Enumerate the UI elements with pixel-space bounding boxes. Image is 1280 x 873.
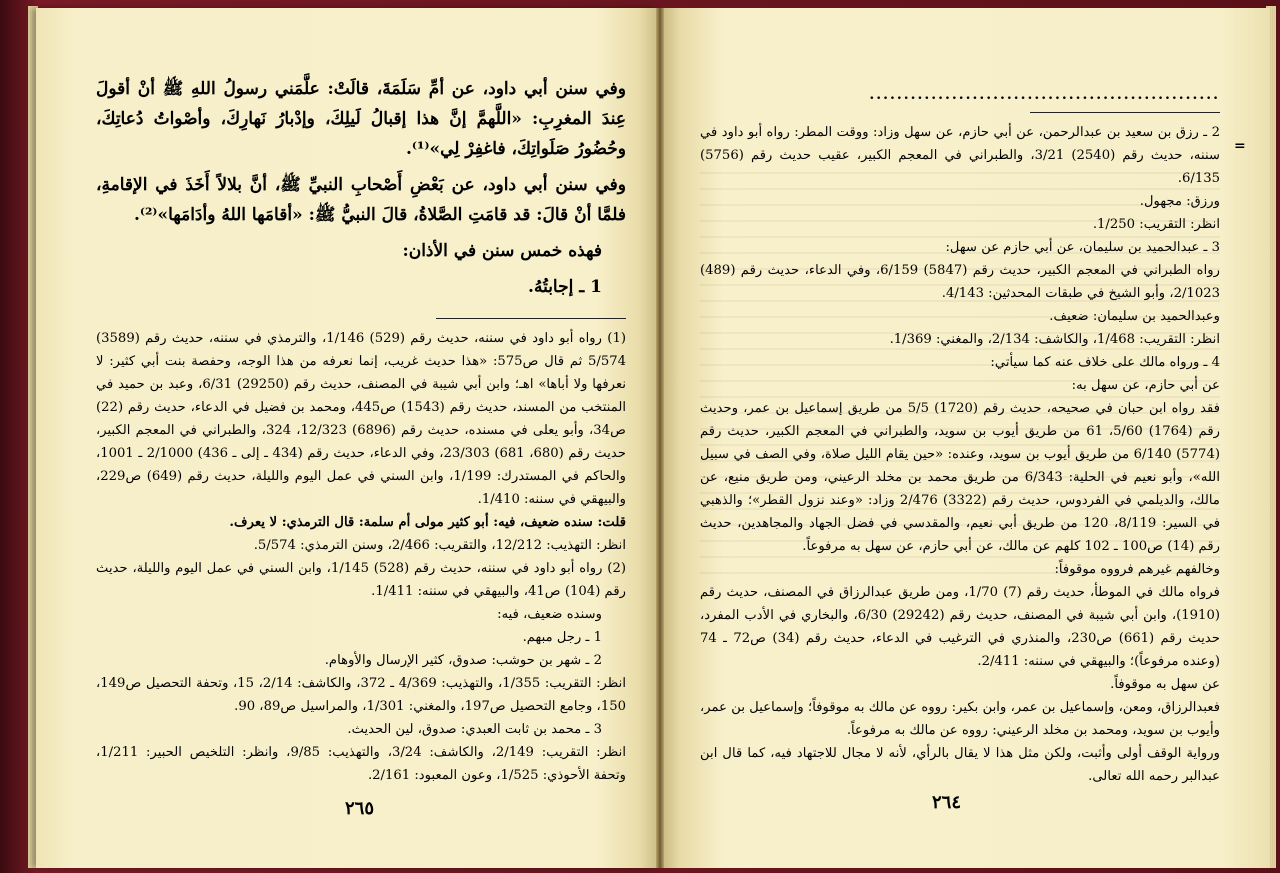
footnote: (2) رواه أبو داود في سننه، حديث رقم (528) 1/145، وابن السني في عمل اليوم والليلة، حديث رقم (104) ص41، والبيهقي في سننه: 1/411. [96, 561, 626, 599]
page-number-left: ٢٦٥ [345, 798, 375, 819]
footnote: وسنده ضعيف، فيه: [497, 607, 602, 622]
footnote: انظر: التقريب: 1/250. [1092, 217, 1220, 232]
footnote: فرواه مالك في الموطأ، حديث رقم (7) 1/70، ومن طريق عبدالرزاق في المصنف، حديث رقم (1910)، وابن أبي شيبة في المصنف، حديث رقم (29242) 6/30، والبخاري في الأدب المفرد، حديث رقم (661) ص230، والمنذري في الترغيب في الدعاء، حديث رقم (34) ص72 ـ 74 (وعنده مرفوعاً)؛ والبيهقي في سننه: 2/411. [700, 585, 1220, 669]
footnote: 1 ـ رجل مبهم. [522, 630, 602, 645]
footnote: انظر: التقريب: 2/149، والكاشف: 3/24، والتهذيب: 9/85، وانظر: التلخيص الحبير: 1/211، وتحفة الأحوذي: 1/525، وعون المعبود: 2/161. [96, 745, 627, 783]
footnote: عن أبي حازم، عن سهل به: [1071, 378, 1220, 393]
footnote: وعبدالحميد بن سليمان: ضعيف. [1049, 309, 1220, 324]
page-number-right: ٢٦٤ [932, 792, 962, 813]
footnote: 4 ـ ورواه مالك على خلاف عنه كما سيأتي: [990, 355, 1220, 370]
footnote: انظر: التهذيب: 12/212، والتقريب: 2/466، وسنن الترمذي: 5/574. [253, 538, 626, 553]
section-heading: فهذه خمس سنن في الأذان: [402, 241, 602, 261]
footnote: عن سهل به موقوفاً. [1110, 677, 1220, 692]
footnote: رواه الطبراني في المعجم الكبير، حديث رقم (5847) 6/159، وفي الدعاء، حديث رقم (489) 2/1023، وأبو الشيخ في طبقات المحدثين: 4/143. [700, 263, 1220, 301]
footnote-divider [436, 318, 626, 319]
footnote: ورواية الوقف أولى وأثبت، ولكن مثل هذا لا يقال بالرأي، لأنه لا مجال للاجتهاد فيه، كما قال ابن عبدالبر رحمه الله تعالى. [700, 746, 1220, 784]
main-paragraph-2: وفي سنن أبي داود، عن بَعْضِ أَصْحابِ النبيِّ ﷺ، أنَّ بلالاً أَخَذَ في الإقامةِ، فلمَّا أنْ قالَ: قد قامَتِ الصَّلاةُ، قالَ النبيُّ ﷺ: «أقامَها اللهُ وأدَامَها»⁽²⁾. [96, 175, 626, 225]
left-page-content [96, 74, 626, 787]
footnote: ورزق: مجهول. [1139, 194, 1220, 209]
footnote: انظر: التقريب: 1/355، والتهذيب: 4/369 ـ 372، والكاشف: 2/14، 15، وتحفة التحصيل ص149، 150، وجامع التحصيل ص197، والمغني: 1/301، والمراسيل ص89، 90. [96, 676, 626, 714]
continuation-mark: = [1234, 138, 1246, 154]
right-page-content [700, 86, 1220, 788]
footnote: 2 ـ رزق بن سعيد بن عبدالرحمن، عن أبي حازم، عن سهل وزاد: ووقت المطر: رواه أبو داود في سننه، حديث رقم (2540) 3/21، والطبراني في المعجم الكبير، عقيب حديث رقم (5756) 6/135. [700, 125, 1220, 186]
footnote: وخالفهم غيرهم فرووه موقوفاً: [1054, 562, 1220, 577]
footnote: 3 ـ عبدالحميد بن سليمان، عن أبي حازم عن سهل: [945, 240, 1220, 255]
footnote-divider [1030, 112, 1220, 113]
footnote: (1) رواه أبو داود في سننه، حديث رقم (529) 1/146، والترمذي في سننه، حديث رقم (3589) 5/574 ثم قال ص575: «هذا حديث غريب، إنما نعرفه من هذا الوجه، وحفصة بنت أبي كثير: لا نعرفها ولا أباها» اهـ؛ وابن أبي شيبة في المصنف، حديث رقم (29250) 6/31، وعبد بن حميد في المنتخب من المسند، حديث رقم (1543) ص445، ومحمد بن فضيل في الدعاء، حديث رقم (22) ص34، وأبو يعلى في مسنده، حديث رقم (6896) 12/323، 324، والطبراني في المعجم الكبير، حديث رقم (680، 681) 23/303، وفي الدعاء، حديث رقم (434 ـ إلى ـ 436) 2/1000 ـ 1001، والحاكم في المستدرك: 1/199، وابن السني في عمل اليوم والليلة، حديث رقم (649) ص229، والبيهقي في سننه: 1/410. [96, 331, 627, 507]
book-gutter [656, 8, 664, 868]
section-subheading: 1 ـ إجابتُهُ. [528, 277, 602, 297]
footnote: 2 ـ شهر بن حوشب: صدوق، كثير الإرسال والأوهام. [324, 653, 602, 668]
footnote: انظر: التقريب: 1/468، والكاشف: 2/134، والمغني: 1/369. [889, 332, 1220, 347]
footnote: 3 ـ محمد بن ثابت العبدي: صدوق، لين الحديث. [347, 722, 602, 737]
main-paragraph-1: وفي سنن أبي داود، عن أمِّ سَلَمَةَ، قالَتْ: علَّمَني رسولُ اللهِ ﷺ أنْ أقولَ عِندَ المغرِبِ: «اللَّهمَّ إنَّ هذا إقبالُ لَيلِكَ، وإدْبارُ نَهارِكَ، وأصْواتُ دُعاتِكَ، وحُضُورُ صَلَواتِكَ، فاغفِرْ لِي»⁽¹⁾. [96, 79, 626, 159]
footnote: فعبدالرزاق، ومعن، وإسماعيل بن عمر، وابن بكير: رووه عن مالك به موقوفاً؛ وإسماعيل بن عمر، وأيوب بن سويد، ومحمد بن مخلد الرعيني: رووه عن مالك به مرفوعاً. [700, 700, 1220, 738]
dotted-continuation: ................................................... [869, 87, 1220, 103]
footnote: قلت: سنده ضعيف، فيه: أبو كثير مولى أم سلمة: قال الترمذي: لا يعرف. [229, 515, 626, 530]
footnote: فقد رواه ابن حبان في صحيحه، حديث رقم (1720) 5/5 من طريق إسماعيل بن عمر، وحديث رقم (1764) 5/60، 61 من طريق أيوب بن سويد، والطبراني في المعجم الكبير، حديث رقم (5774) 6/140 من طريق أيوب بن سويد، وعنده: «حين يقام الليل صلاة، وفي الصف في سبيل الله»، وأبو نعيم في الحلية: 6/343 من طريق محمد بن مخلد الرعيني، ومن طريق منيع، عن مالك، والديلمي في الفردوس، حديث رقم (3322) 2/476 وزاد: «وعند نزول القطر»؛ والذهبي في السير: 8/119، 120 من طريق أبي نعيم، والمقدسي في فضل الجهاد والمجاهدين، حديث رقم (14) ص100 ـ 102 كلهم عن مالك، عن أبي حازم، عن سهل به مرفوعاً. [700, 401, 1221, 554]
